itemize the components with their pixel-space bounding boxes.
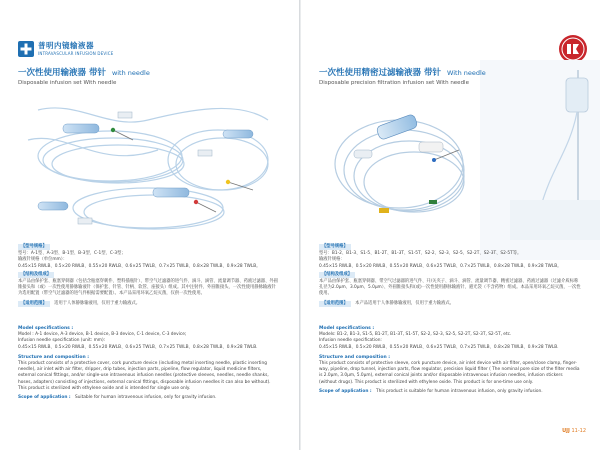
cross-plus-icon [18,41,34,57]
scope-line-en [319,389,581,395]
model-spec-heading: Model specifications : [319,326,375,331]
tag-scope: 【适用范围】 [18,301,50,307]
product-heading [319,66,486,86]
product-photo [18,90,280,240]
structure-cn: 本产品由保护套、瓶塞穿刺器、带空气过滤器的进气件、开/关夹子、滴斗、滴管、流量调节器、精密过滤器、药液过滤器（过滤介质标称孔径为2.0μm、3.0μm、5.0μm）、外圆锥接头和(或)一次性使用静脉输液针、避光袋（不含药物）组成。本品采用环氧乙烷灭菌，一次性使用。 [319,279,581,297]
scope-label: Scope of application : [18,395,71,401]
page-range: 11-12 [571,428,586,434]
right-page [301,0,600,450]
scope-cn: 本产品适用于人体静脉输液用，仅用于重力输液式。 [355,300,454,306]
product-photo [319,90,489,240]
spec-block-en [18,322,280,401]
scope-line-cn [18,301,280,307]
tag-structure: 【结构及组成】 [18,272,54,278]
tag-scope: 【适用范围】 [319,301,351,307]
structure-en: This product consists of a protective cover, cork puncture device (including metal inserting needle, plastic inserting needle), air inlet with air filter, dripper, drip tubes, injection parts, pipeline, flow regulator, liquid medicine filters, external conical fittings, and/or single-use intravenous infusion needles (protective sleeves, needles, needle shanks, hoses, adapters) consisting of injections, external conical fittings, disposable infusion needles it can also be without). This product is sterilized with ethylene oxide and is intended for single use only. [18,361,271,391]
brand-header [18,38,113,60]
needles-cn: 0.45×15 RWLB、0.5×20 RWLB、0.55×20 RWLB、0.6×25 TWLB、0.7×25 TWLB、0.8×28 TWLB、0.9×28 TWLB。 [319,263,562,269]
spec-block-cn [319,242,581,307]
product-title-cn: 一次性使用精密过滤输液器 带针 [319,68,441,78]
model-spec-heading: Model specifications : [18,326,74,331]
scope-line-cn [319,301,581,307]
tag-model-spec: 【型号规格】 [18,244,50,250]
models-en: Model : A-1 device, A-3 device, B-1 device, B-3 device, C-1 device, C-3 device; [18,332,187,338]
models-cn: 型号：A-1型、A-3型、B-1型、B-3型、C-1型、C-3型； [18,251,126,257]
left-page [0,0,299,450]
needle-label-en: Infusion needle specification (unit: mm): [18,338,106,344]
product-title [18,66,150,78]
product-title-cn: 一次性使用输液器 带针 [18,68,106,78]
product-subtitle: Disposable precision filtration infusion set With needle [319,80,469,86]
tag-structure: 【结构及组成】 [319,272,355,278]
scope-cn: 适用于人体静脉输液用，仅用于重力输液式。 [54,300,141,306]
product-subtitle: Disposable infusion set With needle [18,80,117,86]
scope-en: Suitable for human intravenous infusion, only for gravity infusion. [74,395,217,401]
product-title-en: with needle [111,69,150,77]
background-iv-photo [480,60,600,260]
page-number [562,428,586,434]
needles-en: 0.45×15 RWLB、0.5×20 RWLB、0.55×20 RWLB、0.6×25 TWLB、0.7×25 TWLB、0.8×28 TWLB、0.9×28 TWLB. [18,344,258,350]
spec-block-cn [18,242,280,307]
structure-cn: 本产品由保护套、瓶塞穿刺器（包括含瓶塞穿刺件、塑料插瓶针）、带空气过滤器的进气件、滴斗、滴管、流量调节器、药液过滤器、外圆锥接头和（或）一次性使用静脉输液针（保护套、针管、针柄、软管、座接头）组成。其中注射件、外圆锥接头、一次性使用静脉输液针为选用配置（带空气过滤器的进气件根据需要配置）。本产品采用环氧乙烷灭菌，仅供一次性使用。 [18,279,278,297]
spec-block-en [319,322,581,395]
models-en: Models: B1-2, B1-3, S1-5, B1-2T, B1-3T, S1-5T, S2-2, S2-3, S2-5, S2-2T, S2-3T, S2-5T, etc. [319,332,512,338]
needle-label-en: Infusion needle specification: [319,338,382,344]
scope-label: Scope of application : [319,388,372,394]
needle-label-cn: 输液针规格： [319,257,345,263]
needles-cn: 0.45×15 RWLB、0.5×20 RWLB、0.55×20 RWLB、0.6×25 TWLB、0.7×25 TWLB、0.8×28 TWLB、0.9×28 TWLB。 [18,263,261,269]
product-title [319,66,486,78]
structure-heading: Structure and composition : [319,354,391,360]
scope-en: This product is suitable for human intravenous infusion, only gravity infusion. [375,388,543,394]
models-cn: 型号：B1-2、B1-3、S1-5、B1-2T、B1-3T、S1-5T、S2-2、S2-3、S2-5、S2-2T、S2-3T、S2-5T等。 [319,251,522,257]
tag-model-spec: 【型号规格】 [319,244,351,250]
product-title-en: With needle [446,69,486,77]
page-prefix: UJJ [562,428,570,434]
product-heading [18,66,150,86]
brand-name-cn: 普明内镜输液器 [38,41,94,51]
structure-en: This product consists of protective sleeve, cork puncture device, air inlet device with air filter, open/close clamp, finger-way, pipeline, drop tunnel, injection parts, flow regulator, precision liquid filter ( The nominal pore size of the filter media is 2.0μm, 3.0μm, 5.0μm), external conical joints and/or disposable intravenous infusion needles, infusion stickers (without drugs). This product is sterilized with ethylene oxide. This product is for one-time use only. [319,361,580,385]
structure-heading: Structure and composition : [18,354,90,360]
scope-line-en [18,395,280,401]
needle-label-cn: 输液针规格（单位mm）： [18,257,68,263]
needles-en: 0.45×15 RWLB、0.5×20 RWLB、0.55×20 RWLB、0.6×25 TWLB、0.7×25 TWLB、0.8×28 TWLB、0.9×28 TWLB. [319,344,559,350]
brand-name-en: INTRAVASCULAR INFUSION DEVICE [38,50,114,56]
